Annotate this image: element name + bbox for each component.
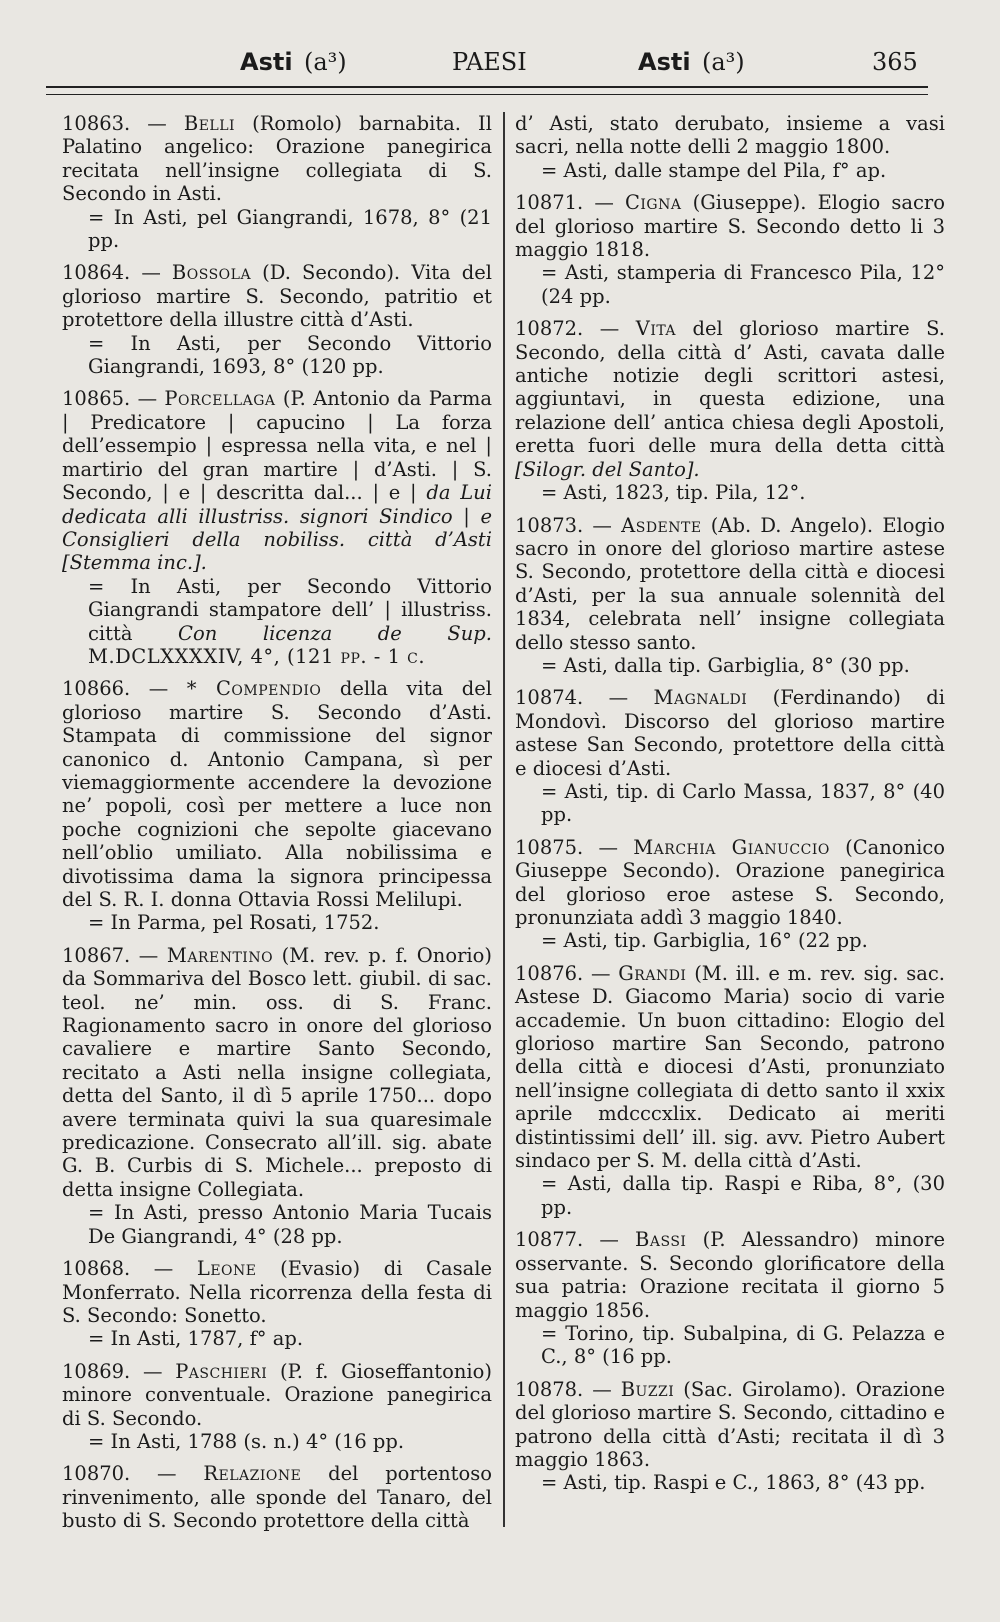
entry-text: 10870. — Relazione del portentoso rinvenimento, alle sponde del Tanaro, del busto di S. Secondo protettore della città	[62, 1462, 492, 1533]
column-divider	[503, 112, 505, 1527]
entry-title: (Giuseppe). Elogio sacro del glorioso martire S. Secondo detto li 3 maggio 1818.	[515, 191, 945, 262]
entry-text: 10874. — Magnaldi (Ferdinando) di Mondovì. Discorso del glorioso martire astese San Secondo, protettore della città e diocesi d’Asti.	[515, 686, 945, 780]
entry-imprint	[515, 654, 945, 677]
entry-title-italic: [Silogr. del Santo].	[515, 457, 700, 481]
entry-number: 10867.	[62, 943, 131, 967]
entry-text: 10877. — Bassi (P. Alessandro) minore osservante. S. Secondo glorificatore della sua patria: Orazione recitata il giorno 5 maggio 1856.	[515, 1228, 945, 1322]
entry-author: Magnaldi	[653, 686, 748, 710]
catalog-entry	[62, 1257, 492, 1351]
imprint-text: = In Asti, 1788 (s. n.) 4° (16 pp.	[88, 1429, 405, 1453]
catalog-entry	[515, 514, 945, 678]
entry-text: 10878. — Buzzi (Sac. Girolamo). Orazione del glorioso martire S. Secondo, cittadino e patrono della città d’Asti; recitata il dì 3 maggio 1863.	[515, 1377, 946, 1471]
entry-title: (Canonico Giuseppe Secondo). Orazione panegirica del glorioso eroe astese S. Secondo, pronunziata addì 3 maggio 1840.	[515, 835, 946, 929]
running-header	[60, 42, 920, 80]
entry-imprint	[515, 929, 945, 952]
entry-imprint	[515, 1172, 945, 1219]
entry-author: Cigna	[624, 191, 682, 215]
imprint-text: = Asti, tip. di Carlo Massa, 1837, 8° (40 pp.	[541, 779, 945, 827]
catalog-entry	[62, 387, 492, 668]
entry-author: Porcellaga	[164, 387, 276, 411]
entry-text: 10869. — Paschieri (P. f. Gioseffantonio) minore conventuale. Orazione panegirica di S. Secondo.	[62, 1359, 493, 1430]
entry-imprint	[62, 1201, 492, 1248]
entry-title: (Sac. Girolamo). Orazione del glorioso martire S. Secondo, cittadino e patrono della città d’Asti; recitata il dì 3 maggio 1863.	[515, 1377, 946, 1471]
header-right-sup: (a³)	[702, 48, 745, 76]
catalog-entry	[515, 962, 945, 1219]
entry-text: 10871. — Cigna (Giuseppe). Elogio sacro del glorioso martire S. Secondo detto li 3 maggio 1818.	[515, 191, 945, 262]
imprint-text: = In Asti, 1787, f° ap.	[88, 1327, 304, 1351]
catalog-entry	[515, 317, 945, 504]
entry-author: Belli	[183, 112, 236, 135]
entry-title: (Ferdinando) di Mondovì. Discorso del glorioso martire astese San Secondo, protettore della città e diocesi d’Asti.	[515, 686, 945, 780]
entry-text	[515, 112, 945, 159]
entry-text: 10863. — Belli (Romolo) barnabita. Il Palatino angelico: Orazione panegirica recitata nell’insigne collegiata di S. Secondo in Asti.	[62, 112, 492, 206]
entry-author: Marentino	[166, 943, 274, 967]
catalog-entry	[62, 944, 492, 1248]
entry-number: 10872.	[515, 317, 584, 341]
imprint-text: = In Asti, pel Giangrandi, 1678, 8° (21 pp.	[88, 205, 492, 253]
entry-title-italic: da Lui dedicata alli illustriss. signori Sindico | e Consiglieri della nobiliss. città d’Asti [Stemma inc.].	[62, 481, 492, 575]
entry-author: * Compendio	[186, 677, 322, 701]
imprint-text: = Asti, dalla tip. Garbiglia, 8° (30 pp.	[541, 653, 910, 677]
entry-title: (D. Secondo). Vita del glorioso martire S. Secondo, patritio et protettore della illustre città d’Asti.	[62, 261, 493, 332]
entry-title: del glorioso martire S. Secondo, della città d’ Asti, cavata dalle antiche notizie degli scrittori astesi, aggiuntavi, in questa edizione, una relazione dell’ antica chiesa degli Apostoli, eretta fuori delle mura della detta città	[515, 317, 946, 458]
entry-number: 10866.	[62, 677, 131, 701]
imprint-text: = Asti, tip. Raspi e C., 1863, 8° (43 pp.	[541, 1471, 926, 1495]
entry-number: 10877.	[515, 1228, 584, 1252]
header-rule-thin	[46, 94, 928, 95]
entry-number: 10878.	[515, 1377, 584, 1401]
entry-author: Grandi	[618, 961, 687, 985]
header-left-title: Asti	[240, 48, 293, 76]
entry-imprint	[515, 1471, 945, 1494]
entry-title: (Evasio) di Casale Monferrato. Nella ricorrenza della festa di S. Secondo: Sonetto.	[62, 1257, 492, 1327]
entry-author: Relazione	[203, 1462, 302, 1486]
entry-author: Paschieri	[175, 1359, 268, 1383]
catalog-entry	[515, 191, 945, 308]
entry-number: 10870.	[62, 1462, 131, 1486]
imprint-text: = In Asti, presso Antonio Maria Tucais De Giangrandi, 4° (28 pp.	[88, 1201, 492, 1248]
entry-imprint	[62, 911, 492, 934]
imprint-tail: M.DCLXXXXIV, 4°, (121 pp. - 1 c.	[88, 644, 426, 668]
entry-text: 10872. — Vita del glorioso martire S. Secondo, della città d’ Asti, cavata dalle antiche notizie degli scrittori astesi, aggiuntavi, in questa edizione, una relazione dell’ antica chiesa degli Apostoli, eretta fuori delle mura della detta città [Silogr. del Santo].	[515, 317, 946, 481]
entry-title: (M. rev. p. f. Onorio) da Sommariva del Bosco lett. giubil. di sac. teol. ne’ min. oss. di S. Franc. Ragionamento sacro in onore del glorioso cavaliere e martire Santo Secondo, recitato a Asti nella insigne collegiata, detta del Santo, il dì 5 aprile 1750... dopo avere terminata quivi la sua quaresimale predicazione. Consecrato all’ill. sig. abate G. B. Curbis di S. Michele... preposto di detta insigne Collegiata.	[62, 943, 492, 1201]
entry-imprint	[62, 575, 492, 669]
entry-author: Vita	[635, 317, 677, 341]
catalog-entry	[515, 112, 945, 182]
header-right-title: Asti	[638, 48, 691, 76]
entry-number: 10868.	[62, 1257, 131, 1281]
entry-text: 10866. — * Compendio della vita del glorioso martire S. Secondo d’Asti. Stampata di commissione del signor canonico d. Antonio Campana, sì per viemaggiormente accendere la devozione ne’ popoli, così per mettere a luce non poche cognizioni che sepolte giacevano nell’oblio umiliato. Alla nobilissima e divotissima dama la signora principessa del S. R. I. donna Ottavia Rossi Melilupi.	[62, 677, 492, 911]
entry-imprint	[515, 1322, 945, 1369]
entry-number: 10864.	[62, 261, 131, 285]
entry-number: 10871.	[515, 191, 584, 215]
header-center: PAESI	[452, 48, 527, 76]
entry-title: (P. Antonio da Parma | Predicatore | capucino | La forza dell’essempio | espressa nella vita, e nel | martirio del gran martire | d’Asti. | S. Secondo, | e | descritta dal... | e |	[62, 387, 492, 505]
entry-text: 10867. — Marentino (M. rev. p. f. Onorio) da Sommariva del Bosco lett. giubil. di sac. teol. ne’ min. oss. di S. Franc. Ragionamento sacro in onore del glorioso cavaliere e martire Santo Secondo, recitato a Asti nella insigne collegiata, detta del Santo, il dì 5 aprile 1750... dopo avere terminata quivi la sua quaresimale predicazione. Consecrato all’ill. sig. abate G. B. Curbis di S. Michele... preposto di detta insigne Collegiata.	[62, 943, 492, 1201]
catalog-entry	[515, 1228, 945, 1368]
catalog-entry	[62, 261, 492, 378]
entry-author: Bassi	[635, 1228, 687, 1252]
header-rule-thick	[46, 86, 928, 88]
imprint-text: = In Asti, per Secondo Vittorio Giangrandi, 1693, 8° (120 pp.	[88, 331, 492, 379]
entry-text: 10875. — Marchia Gianuccio (Canonico Giuseppe Secondo). Orazione panegirica del glorioso eroe astese S. Secondo, pronunziata addì 3 maggio 1840.	[515, 835, 946, 929]
entry-imprint	[62, 1430, 492, 1453]
entry-title: (P. f. Gioseffantonio) minore conventuale. Orazione panegirica di S. Secondo.	[62, 1359, 493, 1430]
page-number: 365	[872, 48, 918, 76]
imprint-italic: Con licenza de Sup.	[178, 621, 492, 645]
entry-author: Asdente	[621, 513, 702, 537]
imprint-text: = Asti, 1823, tip. Pila, 12°.	[541, 481, 806, 505]
imprint-text: = In Parma, pel Rosati, 1752.	[88, 911, 380, 935]
imprint-text: = Asti, stamperia di Francesco Pila, 12° (24 pp.	[541, 261, 945, 308]
catalog-entry	[515, 836, 945, 953]
entry-number: 10876.	[515, 961, 584, 985]
entry-imprint	[62, 1327, 492, 1350]
entry-number: 10875.	[515, 835, 584, 859]
catalog-entry	[62, 1462, 492, 1532]
entry-title: del portentoso rinvenimento, alle sponde del Tanaro, del busto di S. Secondo protettore della città	[62, 1462, 492, 1533]
imprint-text: = Asti, dalla tip. Raspi e Riba, 8°, (30 pp.	[541, 1172, 945, 1219]
entry-text: 10864. — Bossola (D. Secondo). Vita del glorioso martire S. Secondo, patritio et protettore della illustre città d’Asti.	[62, 261, 493, 332]
imprint-text: = Torino, tip. Subalpina, di G. Pelazza e C., 8° (16 pp.	[541, 1321, 945, 1369]
entry-text: 10873. — Asdente (Ab. D. Angelo). Elogio sacro in onore del glorioso martire astese S. Secondo, protettore della città e diocesi d’Asti, per la sua annuale solennità del 1834, celebrata nell’ insigne collegiata dello stesso santo.	[515, 513, 945, 654]
entry-number: 10863.	[62, 112, 131, 135]
entry-imprint	[515, 780, 945, 827]
entry-text: 10876. — Grandi (M. ill. e m. rev. sig. sac. Astese D. Giacomo Maria) socio di varie accademie. Un buon cittadino: Elogio del glorioso martire San Secondo, patrono della città e diocesi d’Asti, pronunziato nell’insigne collegiata di detto santo il xxix aprile mdcccxlix. Dedicato ai meriti distintissimi dell’ ill. sig. avv. Pietro Aubert sindaco per S. M. della città d’Asti.	[515, 961, 945, 1173]
imprint-text: = Asti, tip. Garbiglia, 16° (22 pp.	[541, 929, 868, 953]
entry-number: 10869.	[62, 1359, 131, 1383]
entry-author: Marchia Gianuccio	[633, 835, 830, 859]
catalog-entry	[62, 1360, 492, 1454]
entry-imprint	[515, 261, 945, 308]
entry-title: d’ Asti, stato derubato, insieme a vasi sacri, nella notte delli 2 maggio 1800.	[515, 112, 945, 159]
entry-author: Leone	[196, 1257, 257, 1281]
entry-text: 10865. — Porcellaga (P. Antonio da Parma | Predicatore | capucino | La forza dell’essempio | espressa nella vita, e nel | martirio del gran martire | d’Asti. | S. Secondo, | e | descritta dal... | e | da Lui dedicata alli illustriss. signori Sindico | e Consiglieri della nobiliss. città d’Asti [Stemma inc.].	[62, 387, 492, 575]
entry-title: (P. Alessandro) minore osservante. S. Secondo glorificatore della sua patria: Orazione recitata il giorno 5 maggio 1856.	[515, 1228, 945, 1322]
entry-number: 10874.	[515, 686, 584, 710]
entry-text: 10868. — Leone (Evasio) di Casale Monferrato. Nella ricorrenza della festa di S. Secondo: Sonetto.	[62, 1257, 492, 1327]
right-column	[515, 112, 945, 1504]
left-column	[62, 112, 492, 1542]
catalog-entry	[515, 686, 945, 826]
entry-title: della vita del glorioso martire S. Secondo d’Asti. Stampata di commissione del signor canonico d. Antonio Campana, sì per viemaggiormente accendere la devozione ne’ popoli, così per mettere a luce non poche cognizioni che sepolte giacevano nell’oblio umiliato. Alla nobilissima e divotissima dama la signora principessa del S. R. I. donna Ottavia Rossi Melilupi.	[62, 677, 492, 911]
entry-imprint	[62, 206, 492, 253]
entry-number: 10873.	[515, 513, 584, 537]
entry-number: 10865.	[62, 387, 131, 411]
catalog-entry	[515, 1378, 945, 1495]
imprint-text: = In Asti, per Secondo Vittorio Giangrandi stampatore dell’ | illustriss. città	[88, 574, 492, 645]
entry-title: (M. ill. e m. rev. sig. sac. Astese D. Giacomo Maria) socio di varie accademie. Un buon cittadino: Elogio del glorioso martire San Secondo, patrono della città e diocesi d’Asti, pronunziato nell’insigne collegiata di detto santo il xxix aprile mdcccxlix. Dedicato ai meriti distintissimi dell’ ill. sig. avv. Pietro Aubert sindaco per S. M. della città d’Asti.	[515, 961, 945, 1173]
catalog-entry	[62, 677, 492, 934]
entry-imprint	[515, 481, 945, 504]
entry-author: Buzzi	[620, 1377, 675, 1401]
entry-author: Bossola	[171, 261, 252, 285]
entry-title: (Ab. D. Angelo). Elogio sacro in onore del glorioso martire astese S. Secondo, protettore della città e diocesi d’Asti, per la sua annuale solennità del 1834, celebrata nell’ insigne collegiata dello stesso santo.	[515, 513, 945, 654]
entry-imprint	[62, 332, 492, 379]
entry-imprint	[515, 159, 945, 182]
imprint-text: = Asti, dalle stampe del Pila, f° ap.	[541, 158, 887, 182]
entry-title: (Romolo) barnabita. Il Palatino angelico: Orazione panegirica recitata nell’insigne collegiata di S. Secondo in Asti.	[62, 112, 492, 206]
header-left-sup: (a³)	[304, 48, 347, 76]
catalog-entry	[62, 112, 492, 252]
